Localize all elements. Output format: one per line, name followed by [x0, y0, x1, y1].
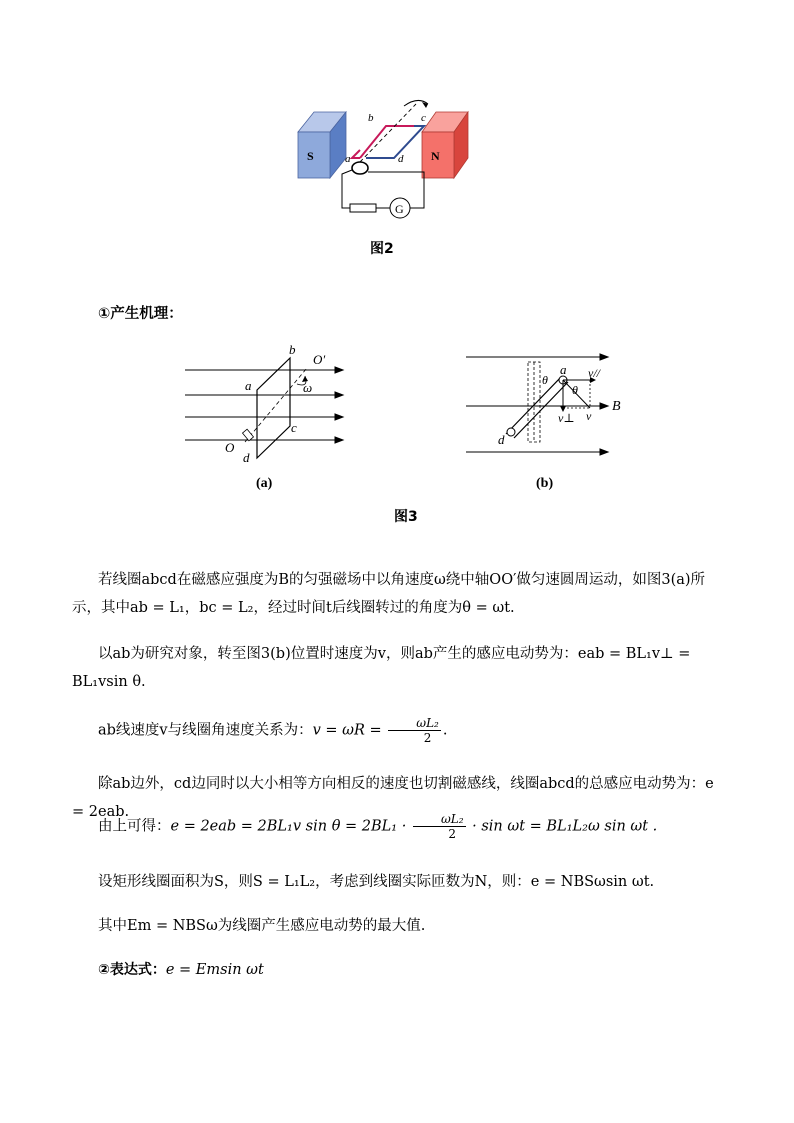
- section-2: [72, 956, 722, 984]
- fig3b-label-vperp: v⊥: [558, 411, 575, 425]
- p5-fraction: [413, 812, 466, 841]
- p3-formula: v = ωR =: [312, 722, 387, 739]
- fig2-label-d: d: [398, 153, 404, 165]
- fig2-label-s: S: [307, 149, 314, 163]
- figure-3b-label: (b): [536, 476, 554, 491]
- fig3b-label-b-field: B: [612, 399, 621, 414]
- paragraph-7: 其中Em = NBSω为线圈产生感应电动势的最大值.: [98, 918, 426, 934]
- p3-fraction: [388, 716, 441, 745]
- fig3a-label-c: c: [291, 420, 297, 435]
- fig2-label-n: N: [431, 149, 440, 163]
- fig3a-label-o: O: [225, 440, 235, 455]
- figure-2-generator: [290, 92, 480, 222]
- p3-frac-num: ωL₂: [388, 716, 441, 731]
- figure-3b: [462, 342, 642, 467]
- paragraph-2: 以ab为研究对象，转至图3(b)位置时速度为v，则ab产生的感应电动势为：eab = BL₁v⊥ = BL₁vsin θ.: [72, 646, 691, 690]
- section-1-heading: ①产生机理：: [98, 306, 183, 322]
- p5-formula-b: · sin ωt = BL₁L₂ω sin ωt .: [467, 818, 658, 835]
- fig3b-label-vpar: v//: [588, 366, 600, 380]
- fig2-label-c: c: [421, 112, 426, 124]
- figure-3-caption: 图3: [394, 509, 418, 525]
- p3-suffix: .: [442, 722, 448, 739]
- fig3a-label-o2: O′: [313, 352, 326, 367]
- fig3a-label-a: a: [245, 378, 252, 393]
- fig3b-label-d: d: [498, 432, 505, 447]
- p3-frac-den: 2: [423, 731, 432, 745]
- fig3b-label-theta2: θ: [572, 383, 578, 397]
- figure-3a: [185, 340, 355, 465]
- fig2-label-a: a: [345, 153, 351, 165]
- fig3a-label-omega: ω: [303, 380, 313, 395]
- paragraph-3: [72, 716, 722, 745]
- fig2-label-b: b: [368, 112, 374, 124]
- fig3b-label-a: a: [560, 362, 567, 377]
- section-2-heading: ②表达式：: [98, 962, 166, 978]
- p5-prefix: 由上可得：: [98, 818, 171, 835]
- p3-prefix: ab线速度v与线圈角速度关系为：: [98, 722, 313, 739]
- fig3b-label-theta1: θ: [542, 373, 548, 387]
- fig3a-label-b: b: [289, 342, 296, 357]
- fig3a-label-d: d: [243, 450, 250, 465]
- paragraph-4: 除ab边外，cd边同时以大小相等方向相反的速度也切割磁感线，线圈abcd的总感应电动势为：e = 2eab.: [72, 776, 714, 820]
- p5-frac-den: 2: [448, 827, 457, 841]
- section-2-formula: e = Emsin ωt: [165, 962, 264, 978]
- p5-formula-a: e = 2eab = 2BL₁v sin θ = 2BL₁ ·: [170, 818, 411, 835]
- p5-frac-num: ωL₂: [413, 812, 466, 827]
- figure-2-caption: 图2: [370, 241, 394, 257]
- figure-3a-label: (a): [256, 476, 273, 491]
- fig2-label-g: G: [395, 202, 404, 216]
- paragraph-6: 设矩形线圈面积为S，则S = L₁L₂，考虑到线圈实际匝数为N，则：e = NBSωsin ωt.: [98, 874, 655, 890]
- paragraph-5: [72, 812, 722, 841]
- paragraph-1: 若线圈abcd在磁感应强度为B的匀强磁场中以角速度ω绕中轴OO′做匀速圆周运动，如图3(a)所示，其中ab = L₁，bc = L₂，经过时间t后线圈转过的角度为θ = ωt.: [72, 572, 706, 616]
- fig3b-label-v: v: [586, 409, 592, 423]
